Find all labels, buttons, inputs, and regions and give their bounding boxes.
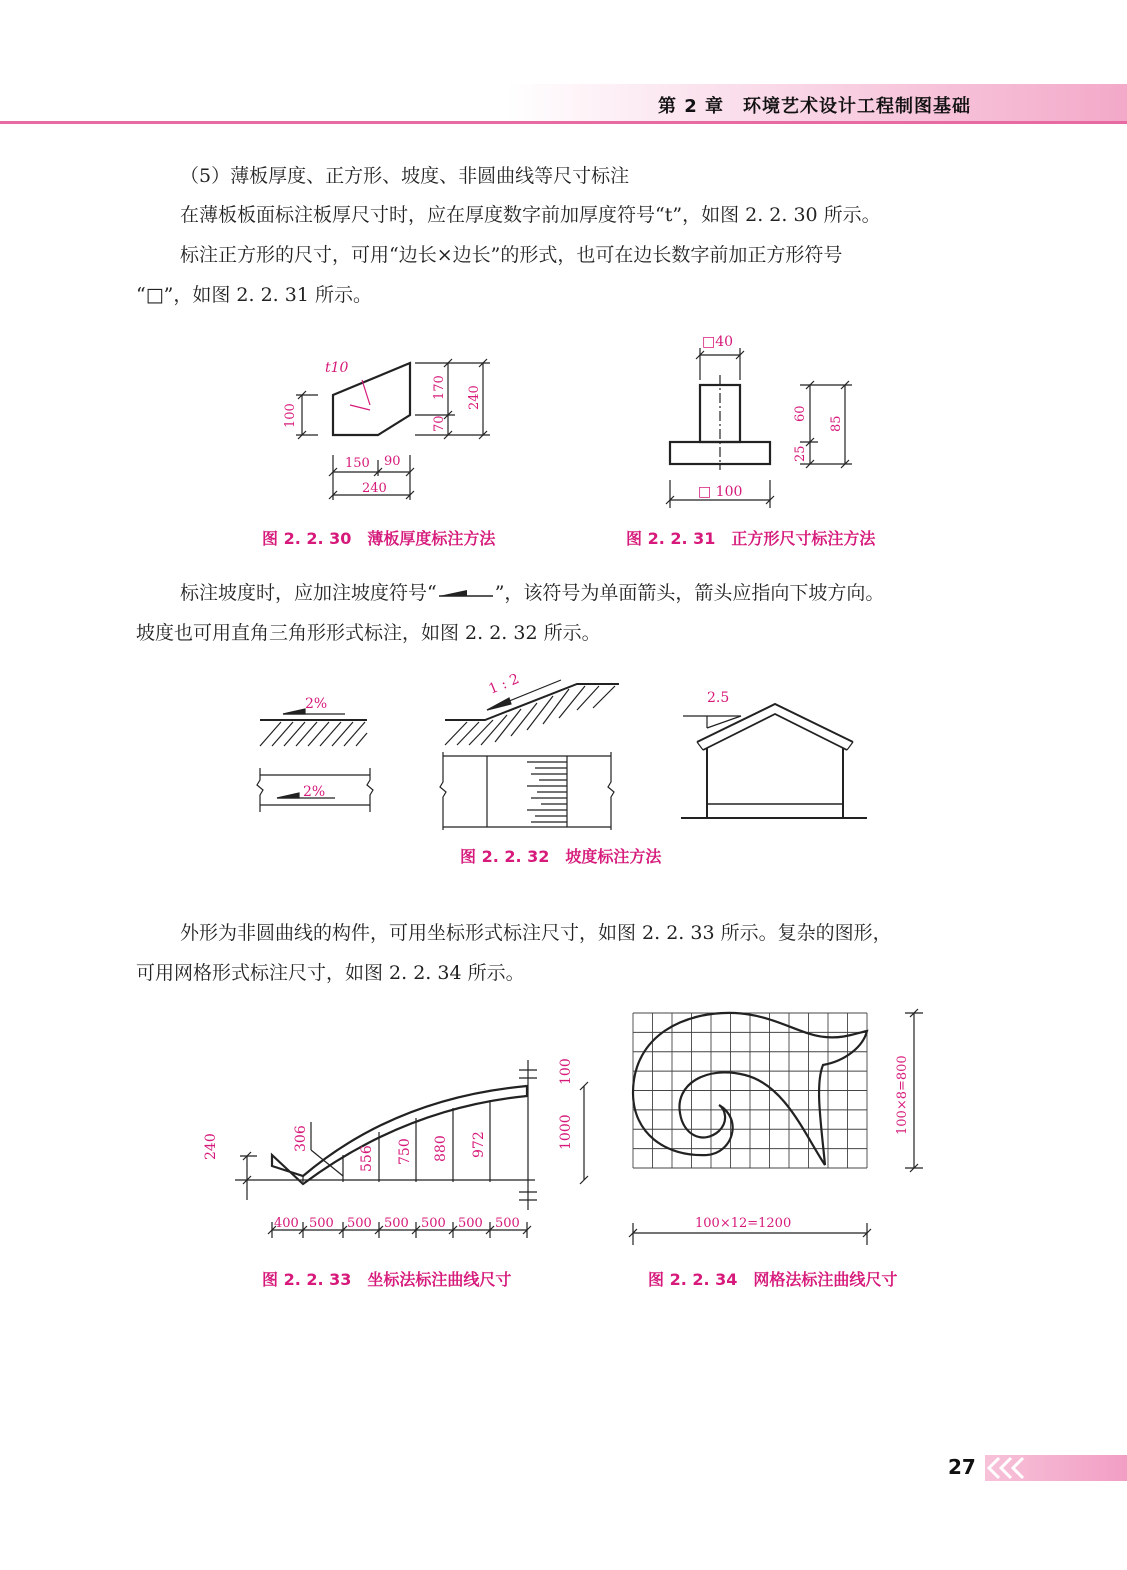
label-grid-width: 100×12=1200	[695, 1216, 792, 1231]
figure-grid-curve	[625, 1005, 945, 1255]
paragraph-square-2: “□”，如图 2. 2. 31 所示。	[136, 284, 372, 306]
label-90: 90	[384, 454, 401, 469]
label-x-500-2: 500	[347, 1216, 372, 1231]
figure-thin-plate	[270, 340, 510, 510]
label-60: 60	[793, 405, 808, 422]
label-square-40: □40	[702, 334, 734, 350]
paragraph-square-1: 标注正方形的尺寸，可用“边长×边长”的形式，也可在边长数字前加正方形符号	[180, 244, 843, 266]
label-y-100: 100	[558, 1058, 574, 1085]
figure-square	[660, 330, 860, 510]
label-y-880: 880	[433, 1135, 449, 1162]
label-150: 150	[345, 456, 370, 471]
label-x-500-3: 500	[384, 1216, 409, 1231]
label-slope-2pct-bottom: 2%	[303, 784, 326, 800]
label-y-556: 556	[359, 1145, 375, 1172]
footer-chevron-bar	[985, 1455, 1127, 1481]
caption-fig-2-2-34: 图 2. 2. 34 网格法标注曲线尺寸	[648, 1270, 898, 1289]
slope-text-post: ”，该符号为单面箭头，箭头应指向下坡方向。	[494, 582, 885, 604]
page-number: 27	[948, 1455, 976, 1479]
label-x-500-4: 500	[421, 1216, 446, 1231]
label-t10: t10	[325, 360, 349, 376]
paragraph-slope-1	[180, 574, 884, 612]
paragraph-thickness: 在薄板板面标注板厚尺寸时，应在厚度数字前加厚度符号“t”，如图 2. 2. 30 所示。	[180, 204, 881, 226]
chapter-title: 第 2 章 环境艺术设计工程制图基础	[657, 96, 971, 117]
paragraph-curve-1: 外形为非圆曲线的构件，可用坐标形式标注尺寸，如图 2. 2. 33 所示。复杂的图形，	[180, 922, 892, 944]
label-y-1000: 1000	[558, 1114, 574, 1150]
label-70: 70	[432, 415, 447, 432]
paragraph-curve-2: 可用网格形式标注尺寸，如图 2. 2. 34 所示。	[136, 962, 525, 984]
label-x-400: 400	[274, 1216, 299, 1231]
caption-fig-2-2-32: 图 2. 2. 32 坡度标注方法	[460, 847, 662, 866]
figure-slope	[255, 672, 870, 827]
label-slope-2-5: 2.5	[707, 690, 730, 706]
label-240-horizontal: 240	[362, 481, 387, 496]
label-x-500-5: 500	[458, 1216, 483, 1231]
label-y-750: 750	[397, 1138, 413, 1165]
label-y-306: 306	[293, 1125, 309, 1152]
label-100: 100	[283, 403, 298, 428]
label-slope-2pct-top: 2%	[305, 696, 328, 712]
slope-symbol-icon	[437, 587, 495, 601]
label-x-500-6: 500	[495, 1216, 520, 1231]
caption-fig-2-2-31: 图 2. 2. 31 正方形尺寸标注方法	[626, 529, 876, 548]
caption-fig-2-2-33: 图 2. 2. 33 坐标法标注曲线尺寸	[262, 1270, 512, 1289]
label-square-100: □ 100	[698, 484, 743, 500]
chevron-left-icon	[985, 1455, 1025, 1481]
figure-coordinate-curve	[195, 1050, 574, 1250]
label-y-972: 972	[471, 1131, 487, 1158]
label-slope-1-2: 1 : 2	[486, 671, 522, 698]
section-heading: （5）薄板厚度、正方形、坡度、非圆曲线等尺寸标注	[180, 165, 630, 187]
label-170: 170	[432, 375, 447, 400]
label-240-vertical: 240	[467, 385, 482, 410]
label-grid-height: 100×8=800	[895, 1055, 910, 1135]
slope-text-pre: 标注坡度时，应加注坡度符号“	[180, 582, 437, 604]
label-25: 25	[793, 445, 808, 462]
label-x-500-1: 500	[309, 1216, 334, 1231]
label-y-240: 240	[203, 1133, 219, 1160]
caption-fig-2-2-30: 图 2. 2. 30 薄板厚度标注方法	[262, 529, 496, 548]
paragraph-slope-2: 坡度也可用直角三角形形式标注，如图 2. 2. 32 所示。	[136, 622, 601, 644]
header-rule	[0, 121, 1127, 124]
label-85: 85	[829, 415, 844, 432]
